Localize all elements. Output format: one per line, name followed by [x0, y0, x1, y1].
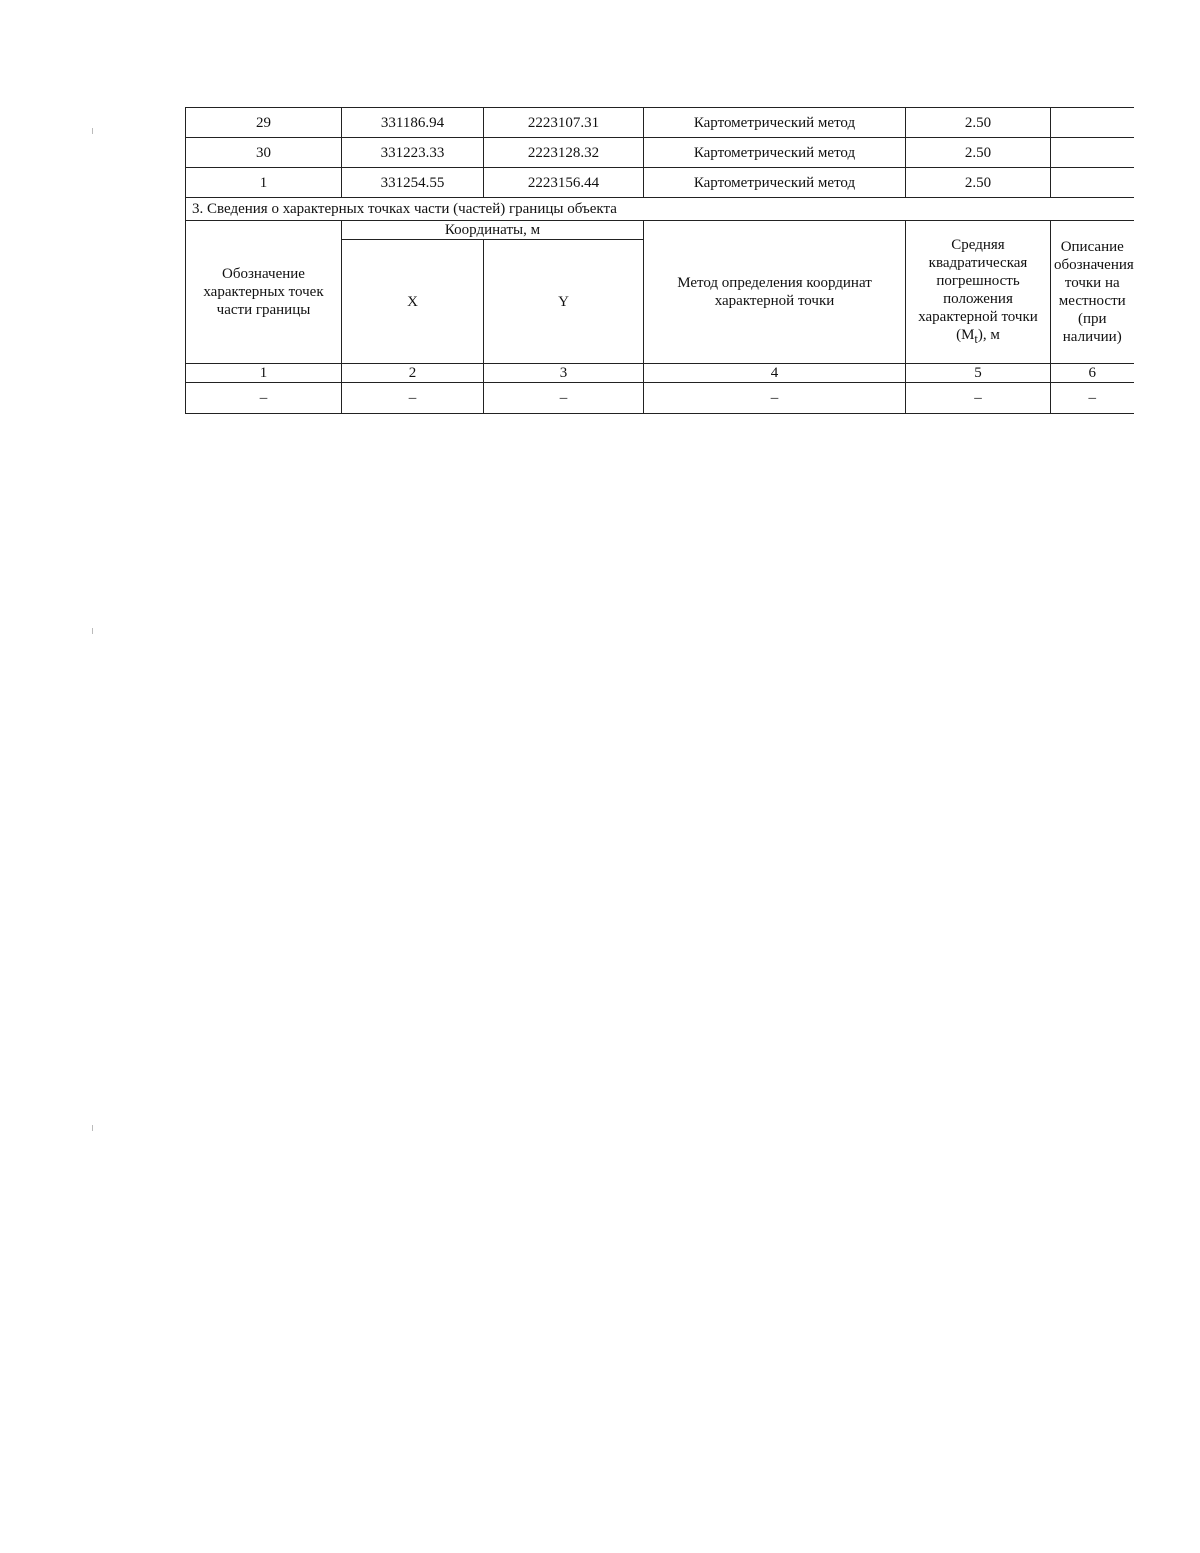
header-point-designation: Обозначение характерных точек части границы — [186, 221, 342, 364]
description — [1051, 138, 1134, 168]
empty-cell: – — [1051, 383, 1134, 414]
method: Картометрический метод — [644, 168, 906, 198]
header-description: Описание обозначения точки на местности (при наличии) — [1051, 221, 1134, 364]
coord-x: 331186.94 — [342, 108, 484, 138]
point-number: 30 — [186, 138, 342, 168]
scan-speck — [92, 1125, 93, 1131]
method: Картометрический метод — [644, 138, 906, 168]
section-row — [186, 198, 1134, 221]
empty-cell: – — [186, 383, 342, 414]
column-number-row — [186, 364, 1134, 383]
description — [1051, 108, 1134, 138]
boundary-points-table — [185, 107, 1134, 414]
coord-x: 331254.55 — [342, 168, 484, 198]
section-title: 3. Сведения о характерных точках части (частей) границы объекта — [186, 198, 1134, 221]
header-coordinates: Координаты, м — [342, 221, 644, 240]
scan-speck — [92, 128, 93, 134]
method: Картометрический метод — [644, 108, 906, 138]
table-row — [186, 383, 1134, 414]
header-error-subscript: t — [974, 332, 978, 346]
empty-cell: – — [644, 383, 906, 414]
coord-y: 2223107.31 — [484, 108, 644, 138]
table-row — [186, 168, 1134, 198]
header-error: Средняя квадратическая погрешность положения характерной точки $(M_t)$, м — [906, 221, 1051, 364]
header-x: X — [342, 240, 484, 364]
point-number: 1 — [186, 168, 342, 198]
error: 2.50 — [906, 138, 1051, 168]
error: 2.50 — [906, 168, 1051, 198]
description — [1051, 168, 1134, 198]
header-method: Метод определения координат характерной точки — [644, 221, 906, 364]
table-row — [186, 138, 1134, 168]
column-number: 3 — [484, 364, 644, 383]
coord-y: 2223156.44 — [484, 168, 644, 198]
scan-speck — [92, 628, 93, 634]
error: 2.50 — [906, 108, 1051, 138]
header-y: Y — [484, 240, 644, 364]
empty-cell: – — [484, 383, 644, 414]
coord-y: 2223128.32 — [484, 138, 644, 168]
column-number: 5 — [906, 364, 1051, 383]
column-number: 6 — [1051, 364, 1134, 383]
column-number: 1 — [186, 364, 342, 383]
coord-x: 331223.33 — [342, 138, 484, 168]
column-number: 2 — [342, 364, 484, 383]
column-number: 4 — [644, 364, 906, 383]
empty-cell: – — [342, 383, 484, 414]
point-number: 29 — [186, 108, 342, 138]
header-row — [186, 221, 1134, 240]
table-row — [186, 108, 1134, 138]
empty-cell: – — [906, 383, 1051, 414]
